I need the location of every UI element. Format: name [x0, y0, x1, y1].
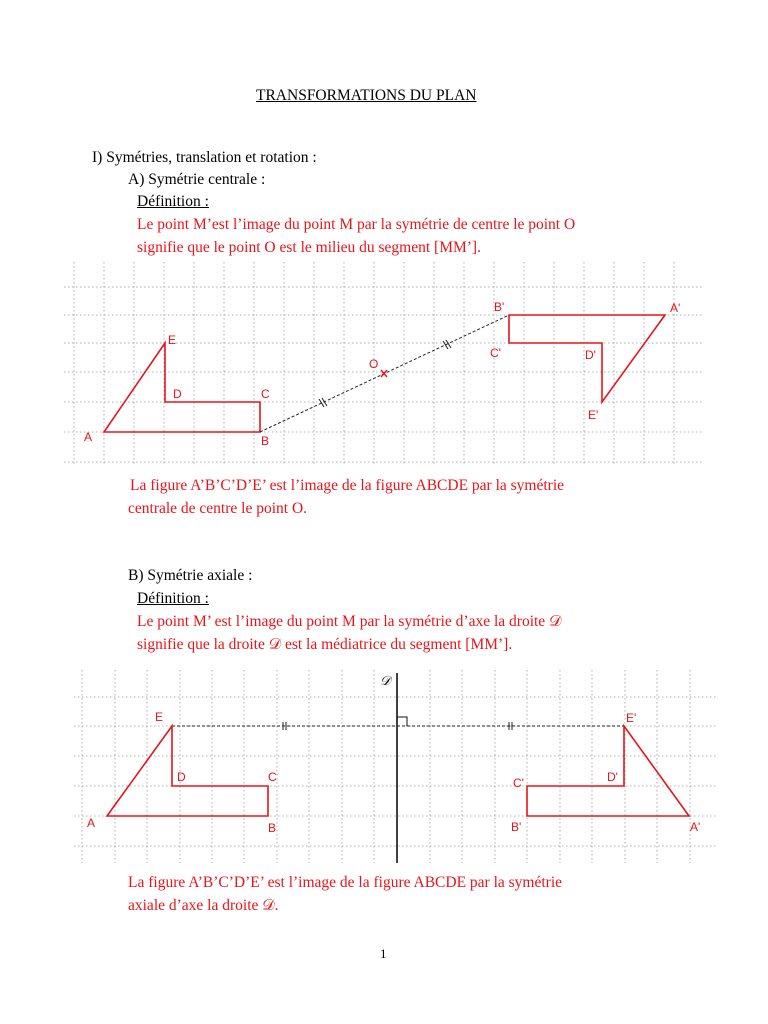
definition-text-a-line2: signifie que le point O est le milieu du segment [MM’].: [137, 239, 481, 256]
label-e-prime: E': [588, 408, 599, 422]
equal-marks: [319, 340, 451, 407]
section-heading: I) Symétries, translation et rotation :: [92, 149, 317, 166]
definition-label-b: Définition :: [137, 590, 209, 607]
definition-label-a: Définition :: [137, 193, 209, 210]
conclusion-a-line2: centrale de centre le point O.: [128, 500, 308, 517]
label-c: C: [268, 770, 277, 784]
label-e: E: [155, 710, 164, 724]
axis-label-d: 𝒟: [380, 673, 391, 688]
grid: [74, 670, 716, 863]
label-a-prime: A': [670, 301, 681, 315]
central-symmetry-figure: [64, 262, 704, 464]
subsection-heading-a: A) Symétrie centrale :: [128, 171, 266, 188]
subsection-heading-b: B) Symétrie axiale :: [128, 567, 253, 584]
page-number: 1: [380, 946, 387, 961]
label-d: D: [173, 387, 182, 401]
grid: [64, 262, 704, 464]
label-c: C: [261, 387, 270, 401]
label-a-prime: A': [690, 820, 701, 834]
label-b: B: [268, 821, 277, 835]
conclusion-a-line1: La figure A’B’C’D’E’ est l’image de la figure ABCDE par la symétrie: [130, 477, 565, 494]
label-e-prime: E': [626, 711, 637, 725]
shape-abcde: [104, 343, 260, 432]
label-b: B: [261, 434, 270, 448]
right-angle-mark: [397, 717, 407, 726]
definition-text-b-line1: Le point M’ est l’image du point M par la symétrie d’axe la droite 𝒟: [137, 613, 562, 630]
label-d-prime: D': [607, 770, 618, 784]
label-a: A: [87, 816, 96, 830]
conclusion-b-line1: La figure A’B’C’D’E’ est l’image de la figure ABCDE par la symétrie: [128, 874, 563, 891]
label-b-prime: B': [511, 820, 522, 834]
label-a: A: [84, 430, 93, 444]
label-o: O: [369, 357, 379, 371]
label-d: D: [177, 770, 186, 784]
definition-text-b-line2: signifie que la droite 𝒟 est la médiatrice du segment [MM’].: [137, 636, 513, 653]
page-title: TRANSFORMATIONS DU PLAN: [256, 87, 477, 104]
label-c-prime: C': [513, 776, 524, 790]
definition-text-a-line1: Le point M’est l’image du point M par la symétrie de centre le point O: [137, 216, 576, 233]
label-c-prime: C': [490, 346, 501, 360]
axial-symmetry-figure: [74, 665, 716, 865]
label-d-prime: D': [585, 348, 596, 362]
conclusion-b-line2: axiale d’axe la droite 𝒟.: [128, 897, 279, 914]
label-b-prime: B': [494, 300, 505, 314]
center-point-o: [381, 370, 387, 377]
label-e: E: [168, 333, 177, 347]
